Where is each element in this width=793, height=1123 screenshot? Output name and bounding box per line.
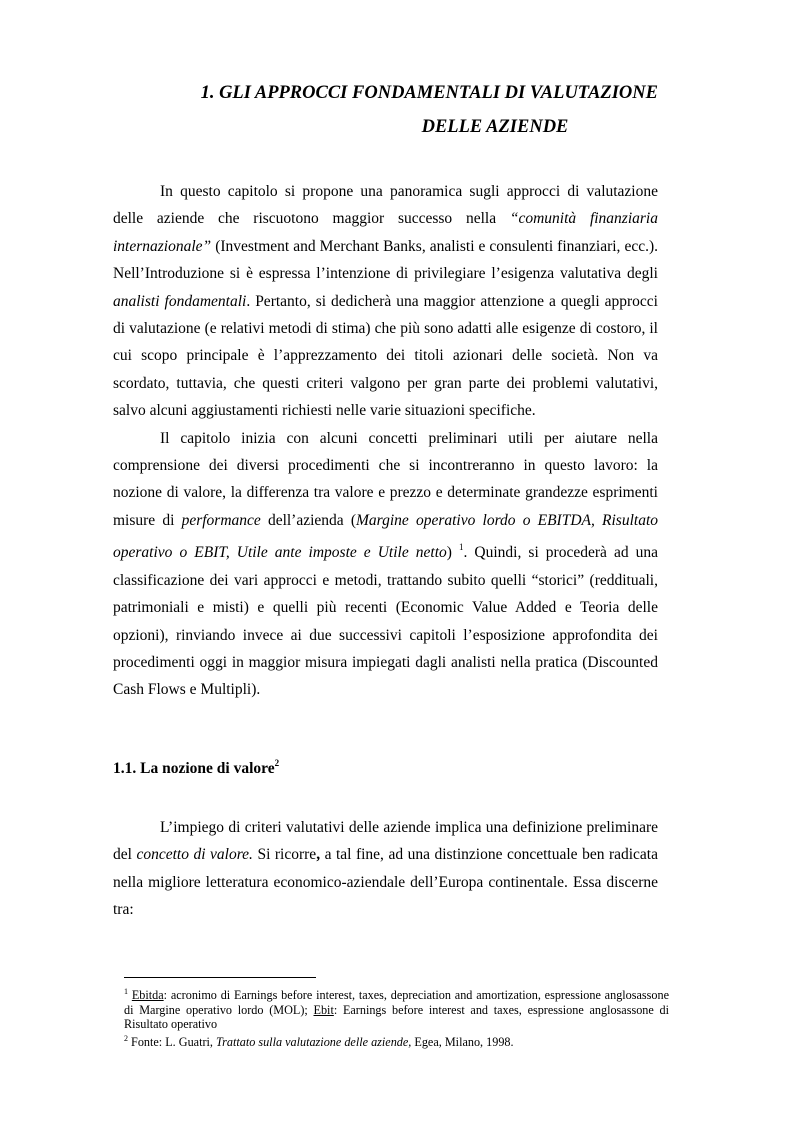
paragraph-1 <box>113 178 658 425</box>
chapter-title-line2: DELLE AZIENDE <box>421 117 569 137</box>
footnote-1 <box>124 985 669 1032</box>
section-heading-text: 1.1. La nozione di valore <box>113 760 275 777</box>
p1-italic-analisti: analisti fondamentali <box>113 292 247 310</box>
p3-bold-comma: , <box>316 846 321 864</box>
footnote-2 <box>124 1032 669 1050</box>
footnote-2-text-c: Egea, Milano, 1998. <box>411 1034 514 1049</box>
p3-text-a: L’impiego di criteri valutativi delle aziende implica una definizione preliminare del <box>113 819 658 864</box>
section-heading <box>113 758 279 778</box>
p3-text-c: Si ricorre <box>252 846 317 864</box>
chapter-title <box>160 76 680 144</box>
p2-text-e: ) <box>446 544 459 562</box>
footnote-1-text-a: : acronimo di Earnings before interest, taxes, depreciation and amortization, espressione anglosassone di Margine operativo lordo (MOL); <box>124 988 669 1017</box>
p3-italic-concetto: concetto di valore. <box>136 846 253 864</box>
section-text <box>113 814 658 924</box>
paragraph-2 <box>113 425 658 704</box>
p3-text-e: a tal fine, ad una distinzione concettuale ben radicata nella migliore letteratura economico-aziendale dell’Europa continentale. Essa discerne tra: <box>113 846 658 919</box>
footnote-1-term-ebitda: Ebitda <box>131 988 164 1002</box>
footnote-2-text-a: Fonte: L. Guatri, <box>128 1034 217 1049</box>
p2-text-c: dell’azienda ( <box>260 511 356 529</box>
p2-italic-measures: Margine operativo lordo o EBITDA, Risultato operativo o EBIT, Utile ante imposte e Utile netto <box>113 511 659 562</box>
p1-italic-term: “comunità finanziaria internazionale” <box>113 210 658 255</box>
footnote-2-number: 2 <box>124 1033 128 1043</box>
chapter-title-line1: 1. GLI APPROCCI FONDAMENTALI DI VALUTAZIONE <box>200 83 658 103</box>
footnote-1-number: 1 <box>124 987 128 996</box>
footnotes <box>124 985 669 1049</box>
footnote-2-italic-title: Trattato sulla valutazione delle aziende, <box>216 1034 412 1049</box>
intro-text <box>113 178 658 704</box>
p1-text-c: (Investment and Merchant Banks, analisti e consulenti finanziari, ecc.). Nell’Introduzione si è espressa l’intenzione di privilegiare l’esigenza valutativa degli <box>113 237 658 283</box>
footnote-ref-2[interactable]: 2 <box>274 758 280 768</box>
p1-text-e: . Pertanto, si dedicherà una maggior attenzione a quegli approcci di valutazione (e relativi metodi di stima) che più sono adatti alle esigenze di costoro, il cui scopo principale è l’apprezzamento dei titoli azionari delle società. Non va scordato, tuttavia, che questi criteri valgono per gran parte dei problemi valutativi, salvo alcuni aggiustamenti richiesti nelle varie situazioni specifiche. <box>113 292 658 420</box>
footnote-separator <box>124 977 316 978</box>
p2-italic-performance: performance <box>181 511 261 529</box>
p2-text-f: . Quindi, si procederà ad una classificazione dei vari approcci e metodi, trattando subito quelli “storici” (reddituali, patrimoniali e misti) e quelli più recenti (Economic Value Added e Teoria delle opzioni), rinviando invece ai due successivi capitoli l’esposizione approfondita dei procedimenti oggi in maggior misura impiegati dagli analisti nella pratica (Discounted Cash Flows e Multipli). <box>113 544 659 699</box>
p2-text-a: Il capitolo inizia con alcuni concetti preliminari utili per aiutare nella comprensione dei diversi procedimenti che si incontreranno in questo lavoro: la nozione di valore, la differenza tra valore e prezzo e determinate grandezze esprimenti misure di <box>113 429 658 529</box>
paragraph-3 <box>113 814 658 924</box>
footnote-1-text-b: : Earnings before interest and taxes, espressione anglosassone di Risultato operativo <box>124 1002 669 1032</box>
footnote-ref-1[interactable]: 1 <box>459 542 464 553</box>
footnote-1-term-ebit: Ebit <box>313 1002 334 1017</box>
p1-text-a: In questo capitolo si propone una panoramica sugli approcci di valutazione delle aziende che riscuotono maggior successo nella <box>113 183 658 228</box>
